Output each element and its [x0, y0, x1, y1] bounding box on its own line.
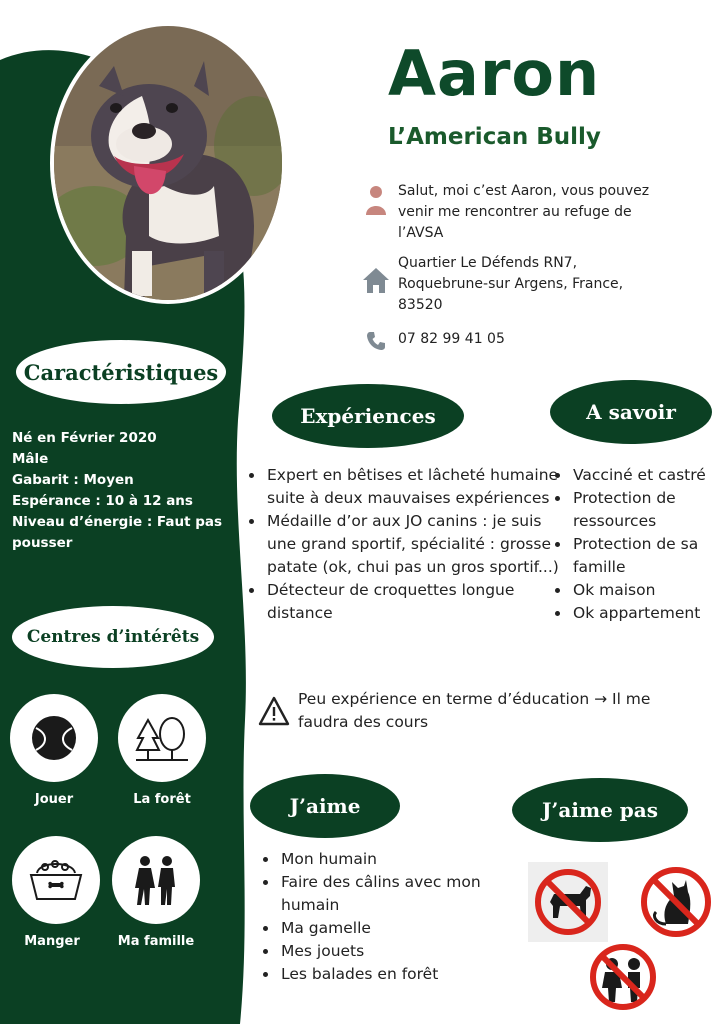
- jaime-heading: J’aime: [250, 774, 400, 838]
- phone-icon: [360, 329, 392, 351]
- warning-text: Peu expérience en terme d’éducation → Il me faudra des cours: [298, 690, 651, 731]
- no-children-icon: [586, 940, 660, 1014]
- carac-item: Né en Février 2020: [12, 430, 157, 446]
- experiences-list: [246, 464, 565, 625]
- jaime-list: [260, 848, 489, 986]
- ball-icon: [30, 714, 78, 762]
- list-item: • Protection de sa famille: [571, 533, 724, 579]
- interest-famille: [112, 836, 200, 924]
- person-icon: [360, 181, 392, 244]
- no-dogs-icon: [528, 862, 608, 942]
- interest-label: Manger: [24, 934, 80, 949]
- interest-jouer: [10, 694, 98, 782]
- interest-manger: [12, 836, 100, 924]
- list-item: • Expert en bêtises et lâcheté humaine suite à deux mauvaises expériences: [265, 464, 565, 510]
- list-item: • Mon humain: [279, 848, 489, 871]
- jaime-pas-heading: J’aime pas: [512, 778, 688, 842]
- family-icon: [131, 853, 181, 907]
- carac-item: Espérance : 10 à 12 ans: [12, 493, 193, 509]
- list-item: • Ma gamelle: [279, 917, 489, 940]
- dog-breed: L’American Bully: [388, 124, 601, 150]
- home-icon: [360, 253, 392, 316]
- interest-label: La forêt: [133, 792, 191, 807]
- list-item: • Les balades en forêt: [279, 963, 489, 986]
- contact-intro: [360, 181, 660, 244]
- caracteristiques-list: [12, 428, 237, 554]
- phone-text: 07 82 99 41 05: [398, 331, 505, 347]
- education-warning: [258, 688, 678, 734]
- carac-item: Mâle: [12, 451, 49, 467]
- interest-label: Ma famille: [117, 934, 195, 949]
- address-text: Quartier Le Défends RN7, Roquebrune-sur Argens, France, 83520: [398, 255, 624, 313]
- centres-heading: Centres d’intérêts: [12, 606, 214, 668]
- list-item: • Détecteur de croquettes longue distance: [265, 579, 565, 625]
- list-item: • Ok appartement: [571, 602, 724, 625]
- list-item: • Protection de ressources: [571, 487, 724, 533]
- contact-phone: [360, 329, 660, 351]
- warning-icon: [258, 696, 290, 726]
- food-bowl-icon: [27, 855, 85, 905]
- experiences-heading: Expériences: [272, 384, 464, 448]
- a-savoir-list: [552, 464, 724, 625]
- list-item: • Faire des câlins avec mon humain: [279, 871, 489, 917]
- list-item: • Vacciné et castré: [571, 464, 724, 487]
- list-item: • Ok maison: [571, 579, 724, 602]
- caracteristiques-heading: Caractéristiques: [16, 340, 226, 404]
- a-savoir-heading: A savoir: [550, 380, 712, 444]
- interest-foret: [118, 694, 206, 782]
- list-item: • Médaille d’or aux JO canins : je suis une grand sportif, spécialité : grosse patate (ok, chui pas un gros sportif...): [265, 510, 565, 579]
- list-item: • Mes jouets: [279, 940, 489, 963]
- carac-item: Niveau d’énergie : Faut pas pousser: [12, 514, 223, 551]
- dog-photo: [54, 26, 282, 300]
- contact-address: [360, 253, 660, 316]
- forest-icon: [134, 710, 190, 766]
- no-cats-icon: [636, 862, 716, 942]
- dog-photo-frame: [50, 22, 286, 304]
- dog-name: Aaron: [388, 37, 601, 110]
- carac-item: Gabarit : Moyen: [12, 472, 134, 488]
- intro-text: Salut, moi c’est Aaron, vous pouvez venir me rencontrer au refuge de l’AVSA: [398, 183, 650, 241]
- interest-label: Jouer: [34, 792, 74, 807]
